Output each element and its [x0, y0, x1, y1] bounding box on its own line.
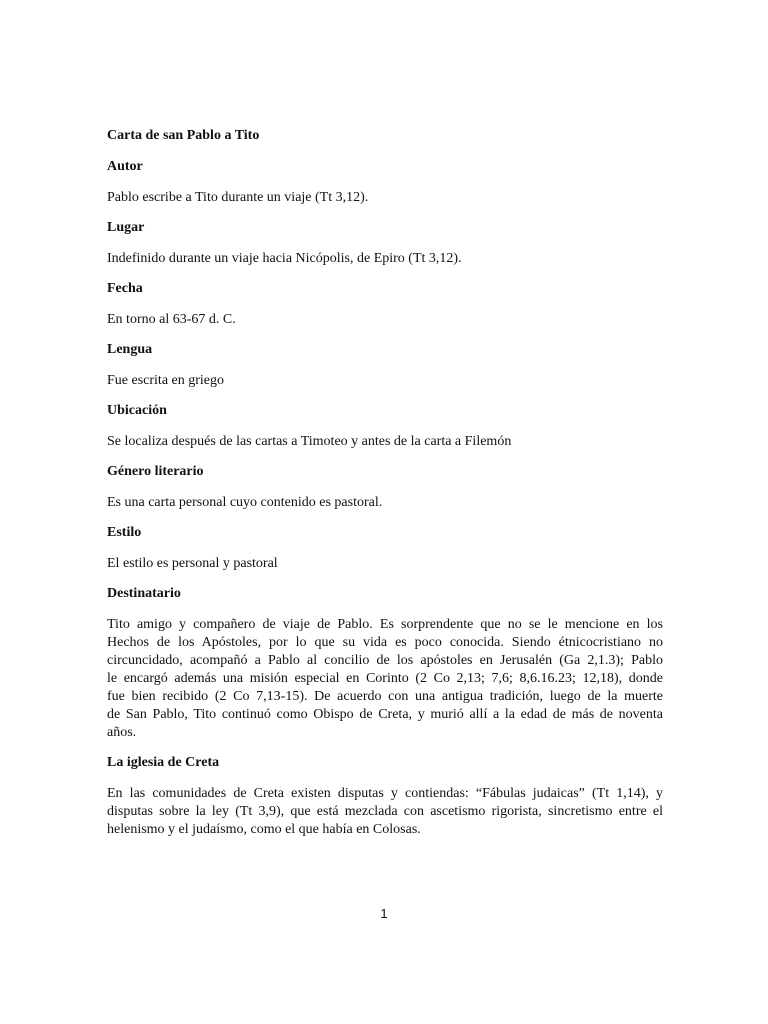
paragraph-line: años. [107, 725, 137, 740]
page-number: 1 [380, 906, 388, 921]
paragraph-line: fue bien recibido (2 Co 7,13-15). De acuerdo con una antigua tradición, luego de la muerte [107, 689, 663, 704]
section-text: El estilo es personal y pastoral [107, 556, 278, 571]
paragraph-line: de San Pablo, Tito continuó como Obispo de Creta, y murió allí a la edad de más de noventa [107, 707, 663, 722]
section-heading: Ubicación [107, 403, 167, 418]
section-estilo [107, 524, 663, 573]
section-paragraph [107, 785, 663, 839]
paragraph-line: Tito amigo y compañero de viaje de Pablo. Es sorprendente que no se le mencione en los [107, 617, 663, 632]
section-heading: Destinatario [107, 586, 181, 601]
section-genero-literario [107, 463, 663, 512]
section-autor [107, 158, 663, 207]
section-heading: Fecha [107, 281, 143, 296]
section-lugar [107, 219, 663, 268]
section-iglesia-de-creta [107, 754, 663, 839]
section-destinatario [107, 585, 663, 742]
paragraph-line: helenismo y el judaísmo, como el que había en Colosas. [107, 822, 421, 837]
paragraph-line: le encargó además una misión especial en Corinto (2 Co 2,13; 7,6; 8,6.16.23; 12,18), donde [107, 671, 663, 686]
section-paragraph [107, 616, 663, 742]
section-text: Fue escrita en griego [107, 373, 225, 388]
document-title: Carta de san Pablo a Tito [107, 128, 260, 143]
section-heading: Lugar [107, 220, 145, 235]
section-heading: La iglesia de Creta [107, 755, 220, 770]
section-text: Se localiza después de las cartas a Timoteo y antes de la carta a Filemón [107, 434, 512, 449]
section-text: Indefinido durante un viaje hacia Nicópolis, de Epiro (Tt 3,12). [107, 251, 462, 266]
section-heading: Lengua [107, 342, 153, 357]
document-page [107, 118, 663, 839]
paragraph-line: En las comunidades de Creta existen disputas y contiendas: “Fábulas judaicas” (Tt 1,14), y [107, 786, 663, 801]
section-text: En torno al 63-67 d. C. [107, 312, 236, 327]
section-text: Pablo escribe a Tito durante un viaje (Tt 3,12). [107, 190, 369, 205]
section-ubicacion [107, 402, 663, 451]
paragraph-line: circuncidado, acompañó a Pablo al concilio de los apóstoles en Jerusalén (Ga 2,1.3); Pablo [107, 653, 663, 668]
section-lengua [107, 341, 663, 390]
section-heading: Género literario [107, 464, 204, 479]
section-heading: Estilo [107, 525, 142, 540]
section-fecha [107, 280, 663, 329]
paragraph-line: disputas sobre la ley (Tt 3,9), que está mezclada con ascetismo rigorista, sincretismo entre el [107, 804, 663, 819]
paragraph-line: Hechos de los Apóstoles, por lo que su vida es poco conocida. Siendo étnicocristiano no [107, 635, 663, 650]
section-heading: Autor [107, 159, 143, 174]
section-text: Es una carta personal cuyo contenido es pastoral. [107, 495, 383, 510]
